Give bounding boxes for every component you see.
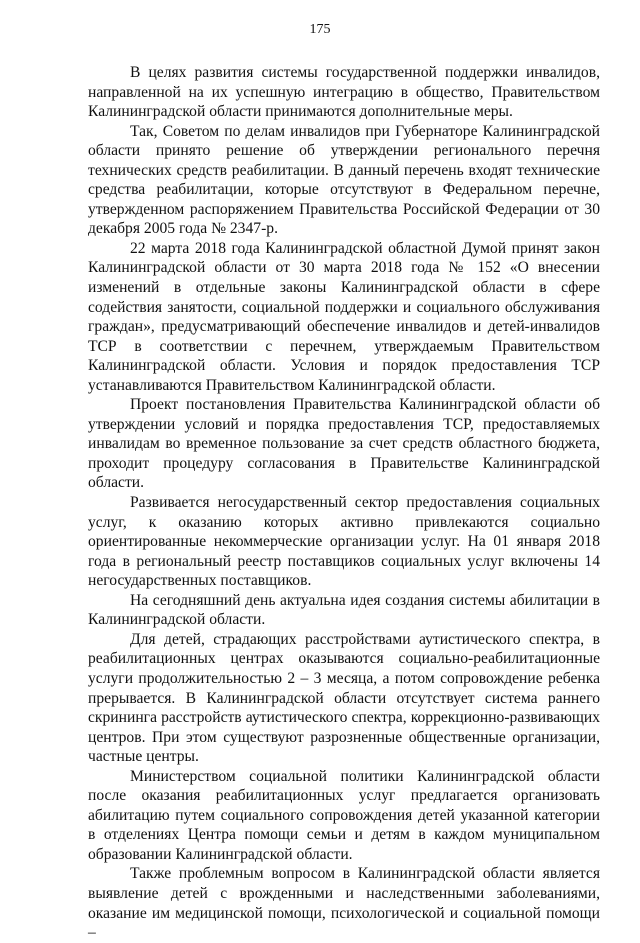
page-number: 175 [309,22,331,37]
paragraph: Для детей, страдающих расстройствами аутистического спектра, в реабилитационных центрах оказываются социально-реабилитационные услуги продолжительностью 2 – 3 месяца, а потом сопровождение ребенка прерывается. В Калининградской области отсутствует система раннего скрининга расстройств аутистического спектра, коррекционно-развивающих центров. При этом существуют разрозненные общественные организации, частные центры. [88,630,600,766]
paragraph: Проект постановления Правительства Калининградской области об утверждении условий и порядка предоставления ТСР, предоставляемых инвалидам во временное пользование за счет средств областного бюджета, проходит процедуру согласования в Правительстве Калининградской области. [88,396,600,492]
paragraph: Развивается негосударственный сектор предоставления социальных услуг, к оказанию которых активно привлекаются социально ориентированные некоммерческие организации услуг. На 01 января 2018 года в региональный реестр поставщиков социальных услуг включены 14 негосударственных поставщиков. [88,494,600,590]
paragraph: Так, Советом по делам инвалидов при Губернаторе Калининградской области принято решение об утверждении регионального перечня технических средств реабилитации. В данный перечень входят технические средства реабилитации, которые отсутствуют в Федеральном перечне, утвержденном распоряжением Правительства Российской Федерации от 30 декабря 2005 года № 2347-р. [88,122,600,238]
paragraph: 22 марта 2018 года Калининградской областной Думой принят закон Калининградской области от 30 марта 2018 года № 152 «О внесении изменений в отдельные законы Калининградской области в сфере содействия занятости, социальной поддержки и социального обслуживания граждан», предусматривающий обеспечение инвалидов и детей-инвалидов ТСР в соответствии с перечнем, утверждаемым Правительством Калининградской области. Условия и порядок предоставления ТСР устанавливаются Правительством Калининградской области. [88,239,600,394]
paragraph: В целях развития системы государственной поддержки инвалидов, направленной на их успешную интеграцию в общество, Правительством Калининградской области принимаются дополнительные меры. [88,64,600,121]
paragraph: Министерством социальной политики Калининградской области после оказания реабилитационных услуг предлагается организовать абилитацию путем социального сопровождения детей указанной категории в отделениях Центра помощи семьи и детям в каждом муниципальном образовании Калининградской области. [88,767,600,863]
paragraph: Также проблемным вопросом в Калининградской области является выявление детей с врожденными и наследственными заболеваниями, оказание им медицинской помощи, психологической и социальной помощи – [88,865,600,942]
document-body [88,63,600,943]
paragraph: На сегодняшний день актуальна идея создания системы абилитации в Калининградской области. [88,591,600,629]
